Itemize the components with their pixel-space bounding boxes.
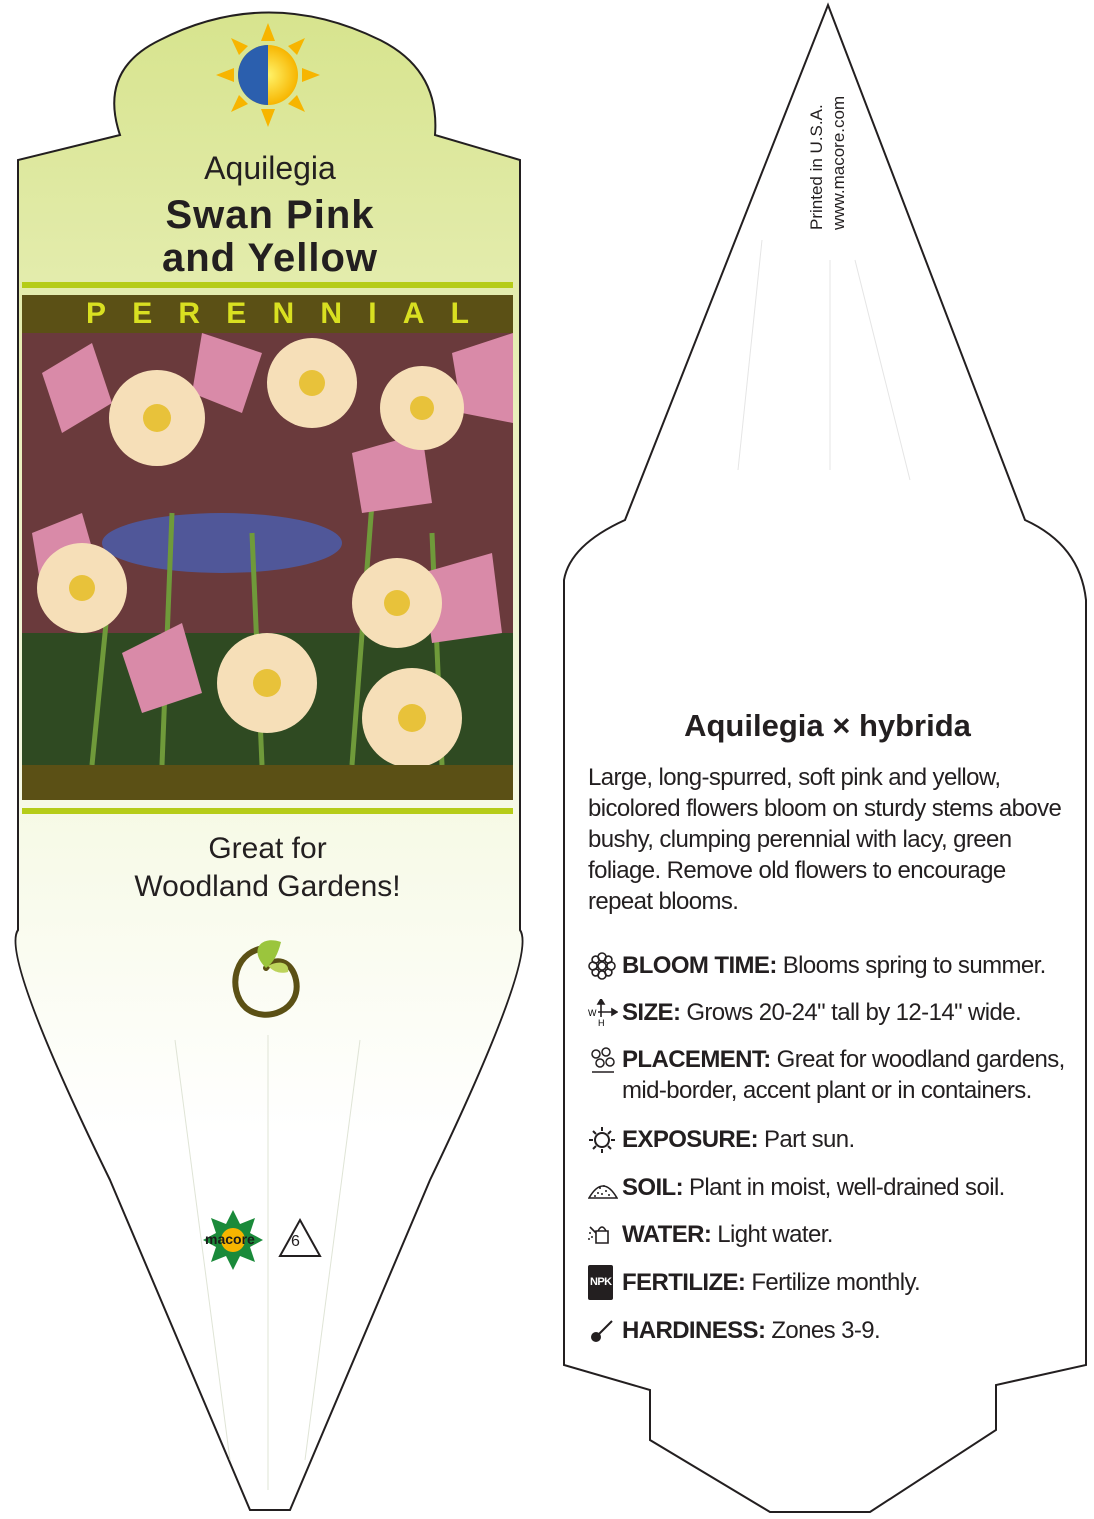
attr-label: PLACEMENT: [622,1046,771,1073]
attr-value: Fertilize monthly. [751,1269,921,1296]
attr-hardiness [588,1315,1068,1346]
attr-label: FERTILIZE: [622,1269,746,1296]
npk-icon-text: NPK [588,1265,613,1300]
slogan-line2: Woodland Gardens! [134,870,401,903]
size-wh-icon [588,997,622,1028]
slogan-line1: Great for [208,832,327,865]
cultivar-title-line2: and Yellow [162,236,378,280]
attr-label: WATER: [622,1221,712,1248]
attr-label: EXPOSURE: [622,1126,758,1153]
website: www.macore.com [829,95,848,230]
attr-value: Part sun. [763,1126,855,1153]
soil-mound-icon [588,1172,622,1203]
attr-soil [588,1172,1068,1203]
cultivar-title-line1: Swan Pink [165,193,375,237]
attr-value: Plant in moist, well-drained soil. [689,1174,1005,1201]
species-name: Aquilegia × hybrida [684,708,971,743]
exposure-sun-icon [588,1124,622,1155]
recycle-code: 6 [291,1233,300,1250]
attr-placement [588,1044,1068,1106]
thermometer-icon [588,1315,622,1346]
attr-size [588,997,1068,1028]
attr-value: Grows 20-24" tall by 12-14" wide. [686,999,1022,1026]
category-letter: E [226,297,247,330]
plant-description: Large, long-spurred, soft pink and yellow, bicolored flowers bloom on sturdy stems above bushy, clumping perennial with lacy, green foliage. Remove old flowers to encourage repeat blooms. [588,764,1062,915]
flower-photo [22,333,513,765]
attr-label: SOIL: [622,1174,683,1201]
category-letter: N [272,297,295,330]
placement-flowers-icon [588,1044,622,1075]
attr-water [588,1219,1068,1250]
attr-value: Zones 3-9. [771,1317,881,1344]
attr-value: Blooms spring to summer. [782,952,1046,979]
attr-value: Great for woodland gardens, mid-border, accent plant or in containers. [622,1046,1065,1104]
category-letter: N [320,297,342,330]
sun-exposure-icon [216,23,320,127]
npk-fertilizer-icon [588,1267,622,1298]
category-letter: R [178,297,201,330]
attr-label: HARDINESS: [622,1317,766,1344]
category-letter: I [368,297,377,330]
category-letter: P [86,297,107,330]
lime-line-bottom [22,808,513,814]
attr-fertilize [588,1267,1068,1298]
attr-label: SIZE: [622,999,681,1026]
bloom-flower-icon [588,950,622,981]
category-letter: L [450,297,469,330]
genus-title: Aquilegia [204,150,336,186]
svg-text:H: H [598,1017,604,1027]
svg-text:W: W [588,1007,596,1018]
perennial-band [22,295,513,333]
attr-bloom-time [588,950,1068,981]
attr-value: Light water. [717,1221,833,1248]
attr-label: BLOOM TIME: [622,952,777,979]
brand-name: macore [205,1231,255,1247]
attr-exposure [588,1124,1068,1155]
bottom-band [22,765,513,800]
lime-line-top [22,282,513,288]
printed-in: Printed in U.S.A. [807,104,826,230]
printed-info [806,96,850,230]
category-letter: E [132,297,153,330]
watering-can-icon [588,1219,622,1250]
slogan [60,830,475,906]
category-letter: A [402,297,425,330]
